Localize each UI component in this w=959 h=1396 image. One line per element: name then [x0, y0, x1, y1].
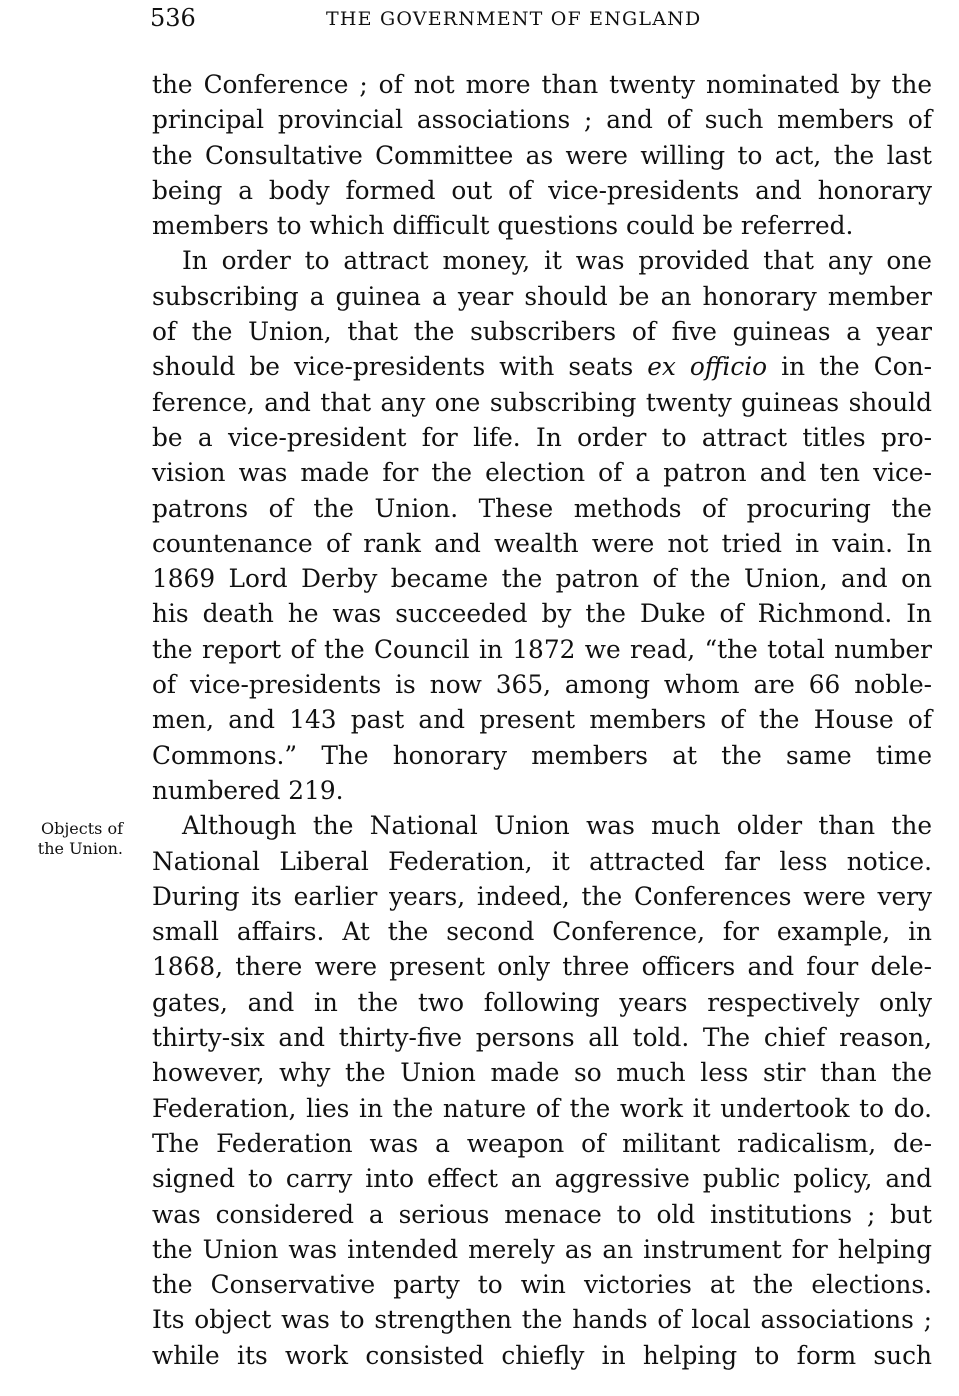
text-line: the Conservative party to win victories at the elections. [152, 1270, 932, 1300]
text-line: be a vice-president for life. In order to attract titles pro- [152, 422, 932, 452]
margin-sidenote [19, 819, 123, 859]
text-line: the Union was intended merely as an instrument for helping [152, 1234, 932, 1264]
text-line: The Federation was a weapon of militant radicalism, de- [152, 1128, 932, 1158]
text-line: Federation, lies in the nature of the work it undertook to do. [152, 1093, 932, 1123]
text-line: patrons of the Union. These methods of procuring the [152, 493, 932, 523]
text-line: of vice-presidents is now 365, among whom are 66 noble- [152, 670, 932, 700]
text-line: 1869 Lord Derby became the patron of the Union, and on [152, 564, 932, 594]
text-line: while its work consisted chiefly in helping to form such [152, 1340, 932, 1370]
text-line: should be vice-presidents with seats ex officio in the Con- [152, 352, 932, 382]
page-header [150, 3, 780, 33]
text-line: Commons.” The honorary members at the same time [152, 740, 932, 770]
text-line: principal provincial associations ; and of such members of [152, 105, 932, 135]
text-line: the report of the Council in 1872 we read, “the total number [152, 634, 932, 664]
text-line: however, why the Union made so much less stir than the [152, 1058, 932, 1088]
text-line: In order to attract money, it was provided that any one [182, 246, 932, 276]
text-line: the Conference ; of not more than twenty nominated by the [152, 70, 932, 99]
italic-phrase: ex officio [647, 352, 768, 382]
paragraph [152, 808, 932, 1373]
text-line: signed to carry into effect an aggressive public policy, and [152, 1164, 932, 1194]
paragraph [152, 243, 932, 808]
text-line: subscribing a guinea a year should be an honorary member [152, 281, 932, 311]
text-line: gates, and in the two following years respectively only [152, 987, 932, 1017]
sidenote-line: Objects of [40, 819, 123, 838]
text-line: 1868, there were present only three officers and four dele- [152, 952, 932, 982]
body-text [152, 67, 932, 1373]
text-line: his death he was succeeded by the Duke of Richmond. In [152, 599, 932, 629]
text-line: countenance of rank and wealth were not tried in vain. In [152, 528, 932, 558]
text-line: During its earlier years, indeed, the Conferences were very [152, 881, 932, 911]
text-line: National Liberal Federation, it attracted far less notice. [152, 846, 932, 876]
text-line: Its object was to strengthen the hands of local associations ; [152, 1305, 932, 1335]
text-line: small affairs. At the second Conference, for example, in [152, 917, 932, 947]
text-line: men, and 143 past and present members of the House of [152, 705, 932, 735]
text-line: numbered 219. [152, 775, 344, 805]
text-line: ference, and that any one subscribing twenty guineas should [152, 387, 932, 417]
text-line: being a body formed out of vice-presidents and honorary [152, 175, 932, 205]
text-line: Although the National Union was much older than the [182, 811, 932, 841]
running-head: THE GOVERNMENT OF ENGLAND [326, 8, 702, 30]
text-line: vision was made for the election of a patron and ten vice- [152, 458, 932, 488]
text-line: members to which difficult questions could be referred. [152, 211, 854, 241]
text-line: was considered a serious menace to old institutions ; but [152, 1199, 932, 1229]
text-line: the Consultative Committee as were willing to act, the last [152, 140, 932, 170]
text-line: of the Union, that the subscribers of five guineas a year [152, 317, 932, 347]
text-line: thirty-six and thirty-five persons all told. The chief reason, [152, 1023, 932, 1053]
sidenote-line: the Union. [37, 839, 123, 858]
paragraph [152, 67, 932, 243]
page-number: 536 [150, 4, 196, 32]
